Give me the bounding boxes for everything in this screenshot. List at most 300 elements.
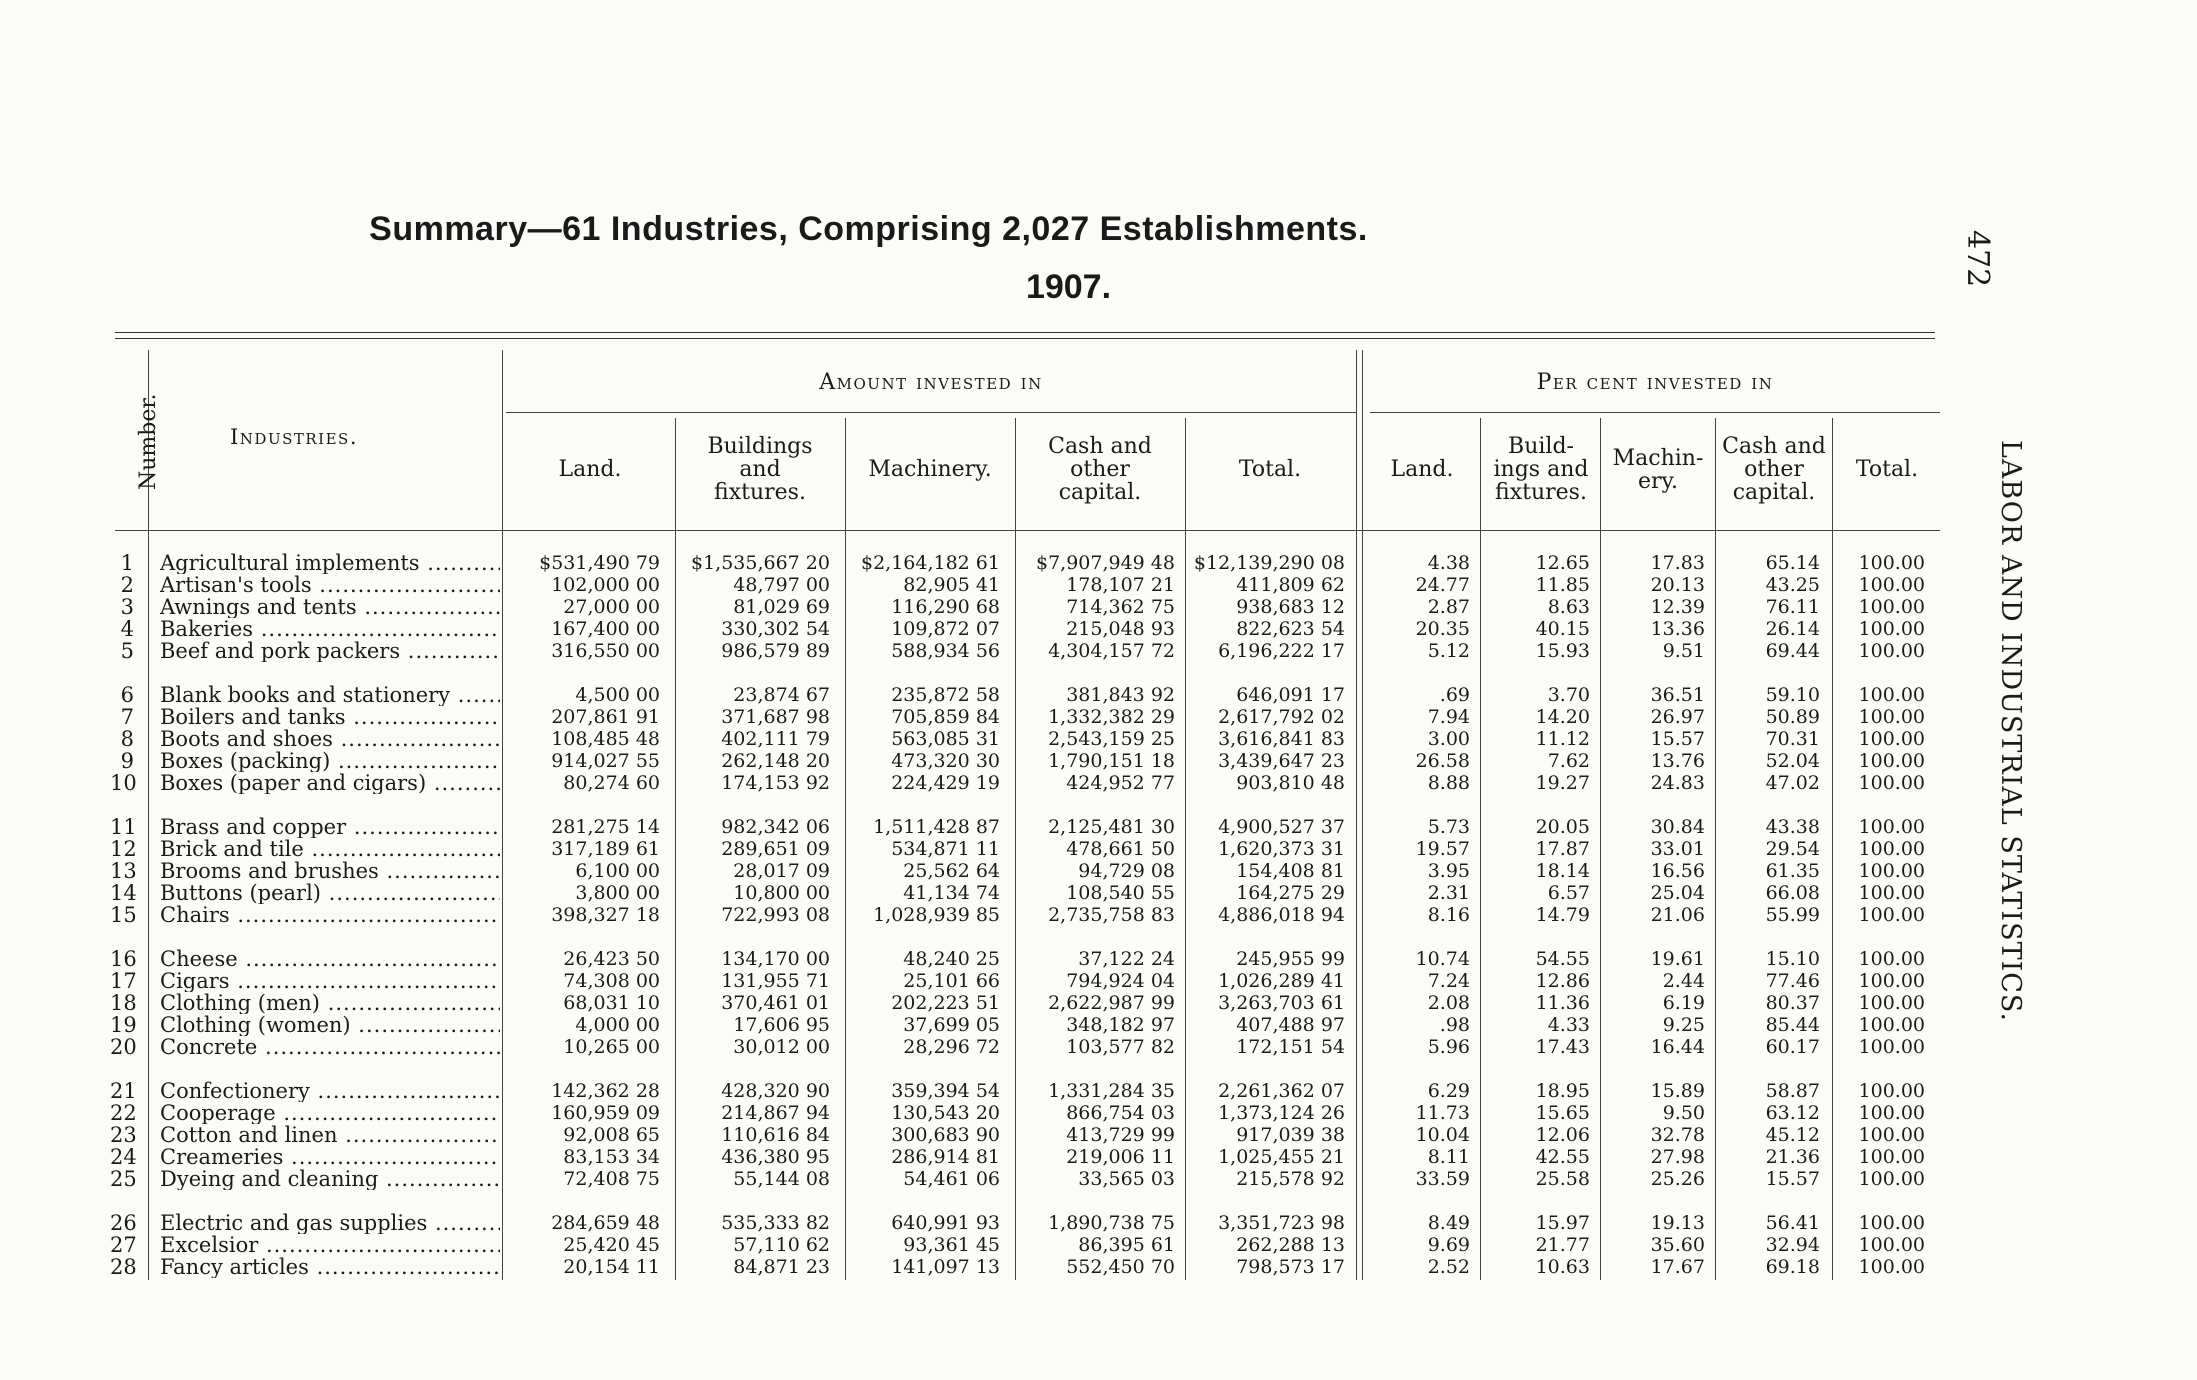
cell-pb: 17.87 — [1535, 838, 1590, 860]
cell-land: 6,100 00 — [575, 860, 660, 882]
cell-tot: 164,275 29 — [1236, 882, 1345, 904]
cell-mach: 141,097 13 — [891, 1256, 1000, 1278]
cell-mach: 28,296 72 — [903, 1036, 1000, 1058]
cell-mach: 300,683 90 — [891, 1124, 1000, 1146]
cell-pb: 8.63 — [1547, 596, 1590, 618]
cell-pc: 45.12 — [1765, 1124, 1820, 1146]
cell-mach: 286,914 81 — [891, 1146, 1000, 1168]
cell-pc: 69.18 — [1765, 1256, 1820, 1278]
group-spacer — [0, 1058, 2197, 1080]
cell-cash: 1,790,151 18 — [1048, 750, 1175, 772]
cell-pb: 40.15 — [1535, 618, 1590, 640]
cell-bld: 110,616 84 — [721, 1124, 830, 1146]
cell-pm: 30.84 — [1650, 816, 1705, 838]
cell-n: 22 — [110, 1101, 137, 1125]
cell-tot: 154,408 81 — [1236, 860, 1345, 882]
cell-mach: 25,101 66 — [903, 970, 1000, 992]
cell-n: 19 — [110, 1013, 137, 1037]
cell-n: 15 — [110, 903, 137, 927]
cell-bld: 982,342 06 — [721, 816, 830, 838]
cell-mach: 640,991 93 — [891, 1212, 1000, 1234]
cell-mach: 202,223 51 — [891, 992, 1000, 1014]
cell-pc: 65.14 — [1765, 552, 1820, 574]
cell-cash: 1,890,738 75 — [1048, 1212, 1175, 1234]
header-total: Total. — [1238, 457, 1302, 482]
cell-n: 21 — [110, 1079, 137, 1103]
cell-n: 9 — [120, 749, 134, 773]
cell-pc: 47.02 — [1765, 772, 1820, 794]
cell-mach: 82,905 41 — [903, 574, 1000, 596]
cell-n: 18 — [110, 991, 137, 1015]
cell-pt: 100.00 — [1858, 728, 1925, 750]
cell-land: 80,274 60 — [563, 772, 660, 794]
cell-bld: 371,687 98 — [721, 706, 830, 728]
cell-land: 207,861 91 — [551, 706, 660, 728]
table-row — [0, 1256, 2197, 1278]
cell-pl: 8.16 — [1427, 904, 1470, 926]
cell-pt: 100.00 — [1858, 970, 1925, 992]
cell-pc: 26.14 — [1765, 618, 1820, 640]
table-row — [0, 640, 2197, 662]
cell-bld: 262,148 20 — [721, 750, 830, 772]
cell-pm: 9.51 — [1662, 640, 1705, 662]
cell-pt: 100.00 — [1858, 772, 1925, 794]
cell-mach: 1,511,428 87 — [873, 816, 1000, 838]
cell-land: 317,189 61 — [551, 838, 660, 860]
cell-pl: 10.04 — [1415, 1124, 1470, 1146]
cell-pt: 100.00 — [1858, 904, 1925, 926]
cell-pb: 15.93 — [1535, 640, 1590, 662]
cell-cash: 108,540 55 — [1066, 882, 1175, 904]
cell-pc: 80.37 — [1765, 992, 1820, 1014]
cell-pm: 35.60 — [1650, 1234, 1705, 1256]
cell-pm: 9.50 — [1662, 1102, 1705, 1124]
cell-pt: 100.00 — [1858, 684, 1925, 706]
cell-tot: 6,196,222 17 — [1218, 640, 1345, 662]
cell-pb: 54.55 — [1535, 948, 1590, 970]
cell-cash: 103,577 82 — [1066, 1036, 1175, 1058]
cell-pm: 25.04 — [1650, 882, 1705, 904]
header-pct-buildings: Build- ings and fixtures. — [1493, 434, 1589, 505]
cell-cash: 348,182 97 — [1066, 1014, 1175, 1036]
cell-pm: 17.67 — [1650, 1256, 1705, 1278]
cell-ind: Boxes (paper and cigars) ..... — [160, 772, 500, 794]
table-row — [0, 1234, 2197, 1256]
cell-cash: 381,843 92 — [1066, 684, 1175, 706]
cell-pc: 43.38 — [1765, 816, 1820, 838]
cell-ind: Agricultural implements ..... — [160, 552, 500, 574]
cell-pm: 26.97 — [1650, 706, 1705, 728]
cell-pl: 20.35 — [1415, 618, 1470, 640]
table-row — [0, 1168, 2197, 1190]
number-header: Number. — [136, 393, 161, 490]
cell-ind: Excelsior ..... — [160, 1234, 500, 1256]
cell-pc: 63.12 — [1765, 1102, 1820, 1124]
cell-pc: 21.36 — [1765, 1146, 1820, 1168]
header-pct-land: Land. — [1390, 457, 1454, 482]
cell-pc: 32.94 — [1765, 1234, 1820, 1256]
cell-pm: 15.89 — [1650, 1080, 1705, 1102]
cell-pb: 12.86 — [1535, 970, 1590, 992]
cell-pl: 33.59 — [1415, 1168, 1470, 1190]
cell-n: 23 — [110, 1123, 137, 1147]
cell-n: 27 — [110, 1233, 137, 1257]
table-row — [0, 618, 2197, 640]
cell-bld: 48,797 00 — [733, 574, 830, 596]
cell-land: 914,027 55 — [551, 750, 660, 772]
amount-group-header: Amount invested in — [819, 370, 1043, 395]
cell-cash: 552,450 70 — [1066, 1256, 1175, 1278]
cell-ind: Confectionery ..... — [160, 1080, 500, 1102]
table-row — [0, 574, 2197, 596]
cell-cash: 2,735,758 83 — [1048, 904, 1175, 926]
cell-pb: 11.12 — [1535, 728, 1590, 750]
cell-land: 20,154 11 — [563, 1256, 660, 1278]
cell-pl: 3.00 — [1427, 728, 1470, 750]
cell-pb: 18.95 — [1535, 1080, 1590, 1102]
cell-ind: Beef and pork packers ..... — [160, 640, 500, 662]
cell-mach: 130,543 20 — [891, 1102, 1000, 1124]
cell-tot: 2,617,792 02 — [1218, 706, 1345, 728]
cell-bld: 428,320 90 — [721, 1080, 830, 1102]
cell-land: 27,000 00 — [563, 596, 660, 618]
cell-pb: 18.14 — [1535, 860, 1590, 882]
cell-pt: 100.00 — [1858, 1102, 1925, 1124]
cell-cash: 86,395 61 — [1078, 1234, 1175, 1256]
group-spacer — [0, 794, 2197, 816]
percent-group-header: Per cent invested in — [1536, 370, 1774, 395]
cell-tot: 3,351,723 98 — [1218, 1212, 1345, 1234]
cell-pb: 11.85 — [1535, 574, 1590, 596]
cell-pm: 20.13 — [1650, 574, 1705, 596]
cell-ind: Concrete ..... — [160, 1036, 500, 1058]
cell-pl: 8.49 — [1427, 1212, 1470, 1234]
cell-pt: 100.00 — [1858, 1168, 1925, 1190]
cell-mach: 705,859 84 — [891, 706, 1000, 728]
cell-mach: 25,562 64 — [903, 860, 1000, 882]
cell-pm: 16.44 — [1650, 1036, 1705, 1058]
cell-land: 26,423 50 — [563, 948, 660, 970]
cell-pb: 4.33 — [1547, 1014, 1590, 1036]
cell-n: 25 — [110, 1167, 137, 1191]
cell-pt: 100.00 — [1858, 1234, 1925, 1256]
cell-cash: 215,048 93 — [1066, 618, 1175, 640]
cell-ind: Cotton and linen ..... — [160, 1124, 500, 1146]
table-row — [0, 1036, 2197, 1058]
cell-ind: Artisan's tools ..... — [160, 574, 500, 596]
cell-mach: 109,872 07 — [891, 618, 1000, 640]
cell-pt: 100.00 — [1858, 552, 1925, 574]
cell-n: 2 — [120, 573, 134, 597]
cell-mach: 224,429 19 — [891, 772, 1000, 794]
cell-pc: 50.89 — [1765, 706, 1820, 728]
table-row — [0, 772, 2197, 794]
cell-ind: Boilers and tanks ..... — [160, 706, 500, 728]
cell-tot: 3,616,841 83 — [1218, 728, 1345, 750]
cell-mach: 534,871 11 — [891, 838, 1000, 860]
cell-ind: Awnings and tents ..... — [160, 596, 500, 618]
table-row — [0, 596, 2197, 618]
cell-cash: 866,754 03 — [1066, 1102, 1175, 1124]
cell-land: 281,275 14 — [551, 816, 660, 838]
cell-land: 25,420 45 — [563, 1234, 660, 1256]
cell-pc: 76.11 — [1765, 596, 1820, 618]
cell-n: 11 — [110, 815, 137, 839]
cell-pm: 25.26 — [1650, 1168, 1705, 1190]
cell-pt: 100.00 — [1858, 1080, 1925, 1102]
cell-bld: 131,955 71 — [721, 970, 830, 992]
page-title: Summary—61 Industries, Comprising 2,027 Establishments. — [369, 210, 1368, 248]
cell-bld: 84,871 23 — [733, 1256, 830, 1278]
cell-tot: 2,261,362 07 — [1218, 1080, 1345, 1102]
cell-pt: 100.00 — [1858, 882, 1925, 904]
cell-n: 17 — [110, 969, 137, 993]
cell-n: 13 — [110, 859, 137, 883]
cell-tot: 245,955 99 — [1236, 948, 1345, 970]
cell-land: 72,408 75 — [563, 1168, 660, 1190]
cell-pl: 3.95 — [1427, 860, 1470, 882]
cell-mach: 41,134 74 — [903, 882, 1000, 904]
table-row — [0, 1102, 2197, 1124]
cell-land: 92,008 65 — [563, 1124, 660, 1146]
cell-pt: 100.00 — [1858, 750, 1925, 772]
cell-tot: 938,683 12 — [1236, 596, 1345, 618]
cell-bld: 55,144 08 — [733, 1168, 830, 1190]
cell-pl: 4.38 — [1427, 552, 1470, 574]
cell-pl: 5.96 — [1427, 1036, 1470, 1058]
cell-land: 108,485 48 — [551, 728, 660, 750]
cell-mach: 93,361 45 — [903, 1234, 1000, 1256]
page-number: 472 — [1960, 230, 1995, 288]
cell-pb: 10.63 — [1535, 1256, 1590, 1278]
cell-pb: 14.79 — [1535, 904, 1590, 926]
cell-pc: 29.54 — [1765, 838, 1820, 860]
cell-pm: 15.57 — [1650, 728, 1705, 750]
cell-pm: 33.01 — [1650, 838, 1705, 860]
cell-n: 10 — [110, 771, 137, 795]
table-row — [0, 1080, 2197, 1102]
cell-bld: 10,800 00 — [733, 882, 830, 904]
cell-land: 4,500 00 — [575, 684, 660, 706]
cell-pm: 19.61 — [1650, 948, 1705, 970]
cell-pb: 12.65 — [1535, 552, 1590, 574]
cell-tot: 215,578 92 — [1236, 1168, 1345, 1190]
cell-pc: 43.25 — [1765, 574, 1820, 596]
table-row — [0, 1014, 2197, 1036]
cell-pc: 70.31 — [1765, 728, 1820, 750]
industries-header: Industries. — [230, 425, 358, 449]
cell-bld: 535,333 82 — [721, 1212, 830, 1234]
cell-pm: 12.39 — [1650, 596, 1705, 618]
header-buildings: Buildings and fixtures. — [707, 434, 813, 505]
cell-n: 7 — [120, 705, 134, 729]
table-row — [0, 1212, 2197, 1234]
cell-ind: Boots and shoes ..... — [160, 728, 500, 750]
cell-ind: Bakeries ..... — [160, 618, 500, 640]
cell-land: 398,327 18 — [551, 904, 660, 926]
percent-group-rule — [1370, 412, 1940, 413]
cell-tot: 917,039 38 — [1236, 1124, 1345, 1146]
cell-cash: 424,952 77 — [1066, 772, 1175, 794]
cell-land: $531,490 79 — [539, 552, 660, 574]
top-rule — [115, 332, 1935, 333]
cell-pm: 13.76 — [1650, 750, 1705, 772]
cell-cash: 478,661 50 — [1066, 838, 1175, 860]
cell-ind: Creameries ..... — [160, 1146, 500, 1168]
cell-tot: 646,091 17 — [1236, 684, 1345, 706]
header-pct-total: Total. — [1855, 457, 1919, 482]
cell-pt: 100.00 — [1858, 838, 1925, 860]
cell-pb: 7.62 — [1547, 750, 1590, 772]
cell-pl: 2.87 — [1427, 596, 1470, 618]
cell-bld: 722,993 08 — [721, 904, 830, 926]
cell-ind: Brooms and brushes ..... — [160, 860, 500, 882]
cell-pl: 10.74 — [1415, 948, 1470, 970]
cell-tot: 4,886,018 94 — [1218, 904, 1345, 926]
cell-ind: Buttons (pearl) ..... — [160, 882, 500, 904]
cell-bld: 23,874 67 — [733, 684, 830, 706]
table-row — [0, 992, 2197, 1014]
cell-pt: 100.00 — [1858, 596, 1925, 618]
cell-pl: 11.73 — [1415, 1102, 1470, 1124]
cell-ind: Fancy articles ..... — [160, 1256, 500, 1278]
cell-pb: 42.55 — [1535, 1146, 1590, 1168]
cell-pt: 100.00 — [1858, 1256, 1925, 1278]
cell-n: 12 — [110, 837, 137, 861]
cell-pl: 26.58 — [1415, 750, 1470, 772]
cell-pb: 6.57 — [1547, 882, 1590, 904]
cell-ind: Clothing (women) ..... — [160, 1014, 500, 1036]
cell-pm: 9.25 — [1662, 1014, 1705, 1036]
cell-land: 3,800 00 — [575, 882, 660, 904]
cell-pl: 2.52 — [1427, 1256, 1470, 1278]
cell-ind: Clothing (men) ..... — [160, 992, 500, 1014]
header-machinery: Machinery. — [868, 457, 992, 482]
cell-land: 4,000 00 — [575, 1014, 660, 1036]
cell-n: 8 — [120, 727, 134, 751]
table-row — [0, 1146, 2197, 1168]
cell-pl: 19.57 — [1415, 838, 1470, 860]
cell-cash: 219,006 11 — [1066, 1146, 1175, 1168]
cell-pt: 100.00 — [1858, 1212, 1925, 1234]
cell-pm: 13.36 — [1650, 618, 1705, 640]
cell-cash: 178,107 21 — [1066, 574, 1175, 596]
cell-pt: 100.00 — [1858, 1124, 1925, 1146]
cell-land: 68,031 10 — [563, 992, 660, 1014]
cell-bld: 28,017 09 — [733, 860, 830, 882]
cell-tot: 1,620,373 31 — [1218, 838, 1345, 860]
cell-tot: 1,025,455 21 — [1218, 1146, 1345, 1168]
table-row — [0, 750, 2197, 772]
cell-n: 24 — [110, 1145, 137, 1169]
cell-pl: 2.08 — [1427, 992, 1470, 1014]
cell-pt: 100.00 — [1858, 948, 1925, 970]
cell-pb: 12.06 — [1535, 1124, 1590, 1146]
cell-pc: 85.44 — [1765, 1014, 1820, 1036]
cell-pm: 21.06 — [1650, 904, 1705, 926]
cell-tot: $12,139,290 08 — [1193, 552, 1345, 574]
header-bottom-rule — [115, 530, 1940, 531]
cell-pm: 17.83 — [1650, 552, 1705, 574]
cell-cash: 2,622,987 99 — [1048, 992, 1175, 1014]
cell-pl: 24.77 — [1415, 574, 1470, 596]
cell-pl: 6.29 — [1427, 1080, 1470, 1102]
cell-cash: 1,331,284 35 — [1048, 1080, 1175, 1102]
cell-land: 10,265 00 — [563, 1036, 660, 1058]
group-spacer — [0, 662, 2197, 684]
table-row — [0, 838, 2197, 860]
cell-bld: 214,867 94 — [721, 1102, 830, 1124]
cell-ind: Cigars ..... — [160, 970, 500, 992]
header-cash: Cash and other capital. — [1048, 434, 1152, 505]
cell-mach: 473,320 30 — [891, 750, 1000, 772]
header-land: Land. — [558, 457, 622, 482]
cell-pt: 100.00 — [1858, 618, 1925, 640]
cell-mach: 1,028,939 85 — [873, 904, 1000, 926]
cell-bld: 370,461 01 — [721, 992, 830, 1014]
cell-n: 4 — [120, 617, 134, 641]
cell-bld: 402,111 79 — [721, 728, 830, 750]
cell-pb: 15.97 — [1535, 1212, 1590, 1234]
table-row — [0, 882, 2197, 904]
cell-tot: 411,809 62 — [1236, 574, 1345, 596]
header-pct-cash: Cash and other capital. — [1722, 434, 1826, 505]
cell-pt: 100.00 — [1858, 992, 1925, 1014]
cell-tot: 3,439,647 23 — [1218, 750, 1345, 772]
cell-cash: $7,907,949 48 — [1035, 552, 1175, 574]
cell-mach: 359,394 54 — [891, 1080, 1000, 1102]
cell-n: 28 — [110, 1255, 137, 1279]
cell-cash: 4,304,157 72 — [1048, 640, 1175, 662]
cell-pc: 15.57 — [1765, 1168, 1820, 1190]
cell-ind: Blank books and stationery ..... — [160, 684, 500, 706]
cell-land: 316,550 00 — [551, 640, 660, 662]
top-rule-2 — [115, 338, 1935, 339]
cell-n: 26 — [110, 1211, 137, 1235]
cell-pc: 66.08 — [1765, 882, 1820, 904]
cell-mach: 563,085 31 — [891, 728, 1000, 750]
cell-pb: 14.20 — [1535, 706, 1590, 728]
cell-land: 142,362 28 — [551, 1080, 660, 1102]
cell-pl: 5.73 — [1427, 816, 1470, 838]
cell-ind: Dyeing and cleaning ..... — [160, 1168, 500, 1190]
cell-cash: 1,332,382 29 — [1048, 706, 1175, 728]
cell-mach: $2,164,182 61 — [860, 552, 1000, 574]
cell-pb: 20.05 — [1535, 816, 1590, 838]
cell-n: 20 — [110, 1035, 137, 1059]
cell-land: 74,308 00 — [563, 970, 660, 992]
cell-pb: 3.70 — [1547, 684, 1590, 706]
table-row — [0, 970, 2197, 992]
cell-pc: 15.10 — [1765, 948, 1820, 970]
cell-mach: 37,699 05 — [903, 1014, 1000, 1036]
cell-tot: 172,151 54 — [1236, 1036, 1345, 1058]
table-row — [0, 860, 2197, 882]
group-spacer — [0, 1190, 2197, 1212]
cell-ind: Chairs ..... — [160, 904, 500, 926]
cell-pc: 77.46 — [1765, 970, 1820, 992]
cell-pm: 2.44 — [1662, 970, 1705, 992]
cell-cash: 714,362 75 — [1066, 596, 1175, 618]
cell-pl: 8.11 — [1427, 1146, 1470, 1168]
cell-pc: 52.04 — [1765, 750, 1820, 772]
table-row — [0, 816, 2197, 838]
cell-land: 284,659 48 — [551, 1212, 660, 1234]
cell-pt: 100.00 — [1858, 574, 1925, 596]
cell-mach: 116,290 68 — [891, 596, 1000, 618]
cell-bld: $1,535,667 20 — [690, 552, 830, 574]
cell-ind: Cooperage ..... — [160, 1102, 500, 1124]
